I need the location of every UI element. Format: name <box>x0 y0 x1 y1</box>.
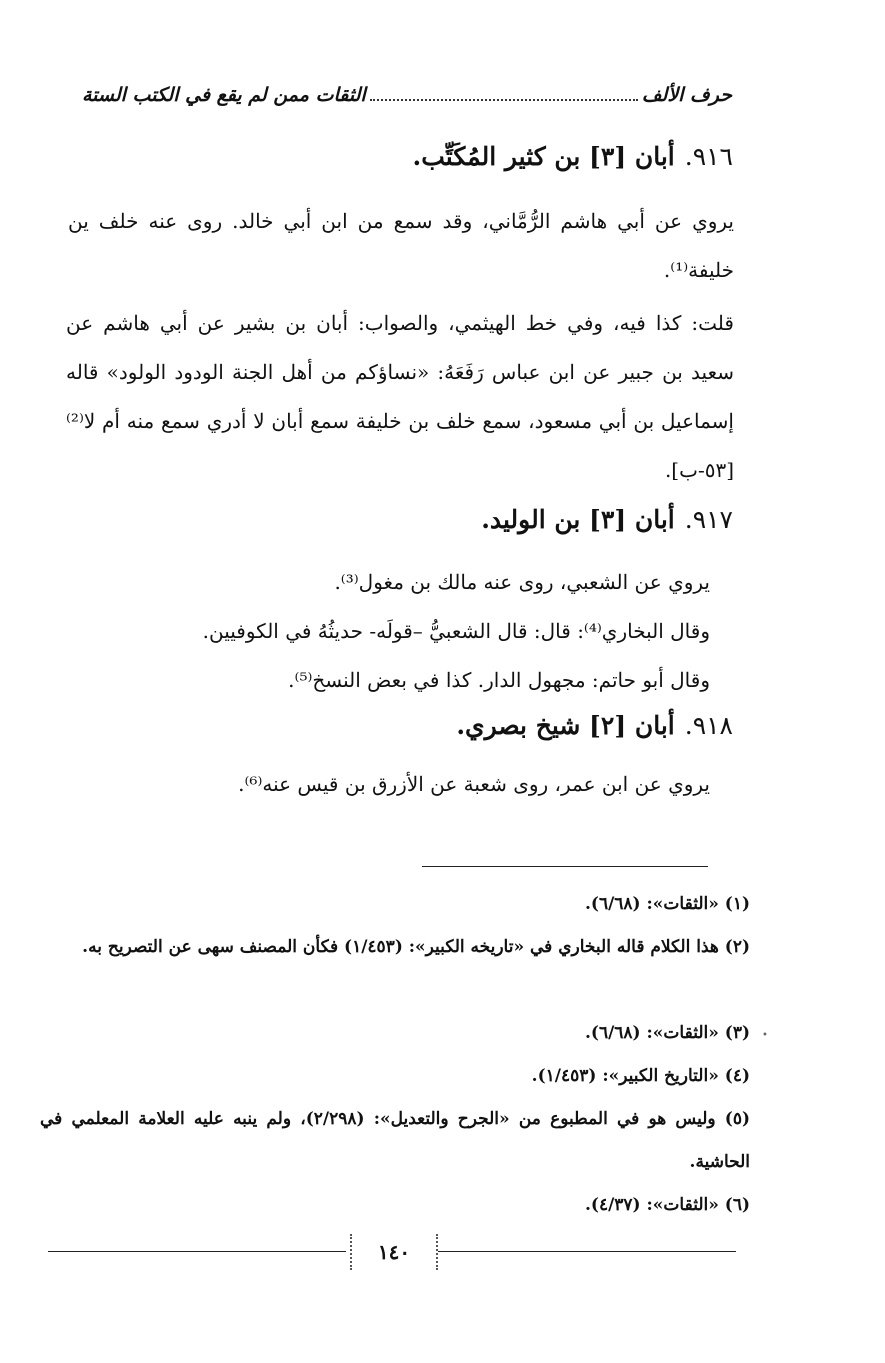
entry-916-paragraph-2: قلت: كذا فيه، وفي خط الهيثمي، والصواب: أبان بن بشير عن أبي هاشم عن سعيد بن جبير عن ابن عباس رَفَعَهُ: «نساؤكم من أهل الجنة الودود الولود» قاله إسماعيل بن أبي مسعود، سمع خلف بن خليفة سمع أبان لا أدري سمع منه أم لا⁽²⁾ [٥٣-ب]. <box>66 311 734 482</box>
entry-918-paragraph-1: يروي عن ابن عمر، روى شعبة عن الأزرق بن قيس عنه⁽⁶⁾. <box>238 772 710 796</box>
footnote-1: (١) «الثقات»: (٦/٦٨). <box>584 894 750 914</box>
footer-rule-right <box>438 1251 736 1252</box>
entry-title: أبان [٣] بن الوليد. <box>481 505 675 534</box>
header-book-title: الثقات ممن لم يقع في الكتب الستة <box>82 84 366 106</box>
footnote-5: (٥) وليس هو في المطبوع من «الجرح والتعديل»: (٢/٢٩٨)، ولم ينبه عليه العلامة المعلمي في الحاشية. <box>40 1109 750 1172</box>
entry-916-paragraph-1: يروي عن أبي هاشم الرُّمَّاني، وقد سمع من ابن أبي خالد. روى عنه خلف ين خليفة⁽¹⁾. <box>68 209 734 282</box>
footnote-6: (٦) «الثقات»: (٤/٣٧). <box>584 1195 750 1215</box>
entry-title: أبان [٣] بن كثير المُكَتِّب. <box>412 142 675 171</box>
header-dots <box>370 99 638 101</box>
entry-title: أبان [٢] شيخ بصري. <box>456 711 675 740</box>
footnote-4: (٤) «التاريخ الكبير»: (١/٤٥٣). <box>531 1066 750 1086</box>
entry-number: ٩١٧. <box>684 505 733 534</box>
entry-917-paragraph-2: وقال البخاري⁽⁴⁾: قال: قال الشعبيُّ –قولَه- حديثُهُ في الكوفيين. <box>202 619 710 643</box>
page-number: ١٤٠ <box>350 1234 438 1270</box>
stray-mark: • <box>762 1030 768 1041</box>
footnote-3: (٣) «الثقات»: (٦/٦٨). <box>584 1023 750 1043</box>
entry-916-heading <box>413 142 733 171</box>
footer-rule-left <box>48 1251 346 1252</box>
entry-number: ٩١٨. <box>684 711 733 740</box>
entry-917-paragraph-1: يروي عن الشعبي، روى عنه مالك بن مغول⁽³⁾. <box>334 570 710 594</box>
footnote-separator <box>422 866 708 867</box>
entry-917-paragraph-3: وقال أبو حاتم: مجهول الدار. كذا في بعض النسخ⁽⁵⁾. <box>288 668 710 692</box>
footnote-2: (٢) هذا الكلام قاله البخاري في «تاريخه الكبير»: (١/٤٥٣) فكأن المصنف سهى عن التصريح به. <box>82 937 750 957</box>
entry-number: ٩١٦. <box>684 142 733 171</box>
entry-918-heading <box>456 711 733 740</box>
running-header <box>82 84 732 106</box>
header-chapter: حرف الألف <box>641 84 732 106</box>
entry-917-heading <box>481 505 733 534</box>
